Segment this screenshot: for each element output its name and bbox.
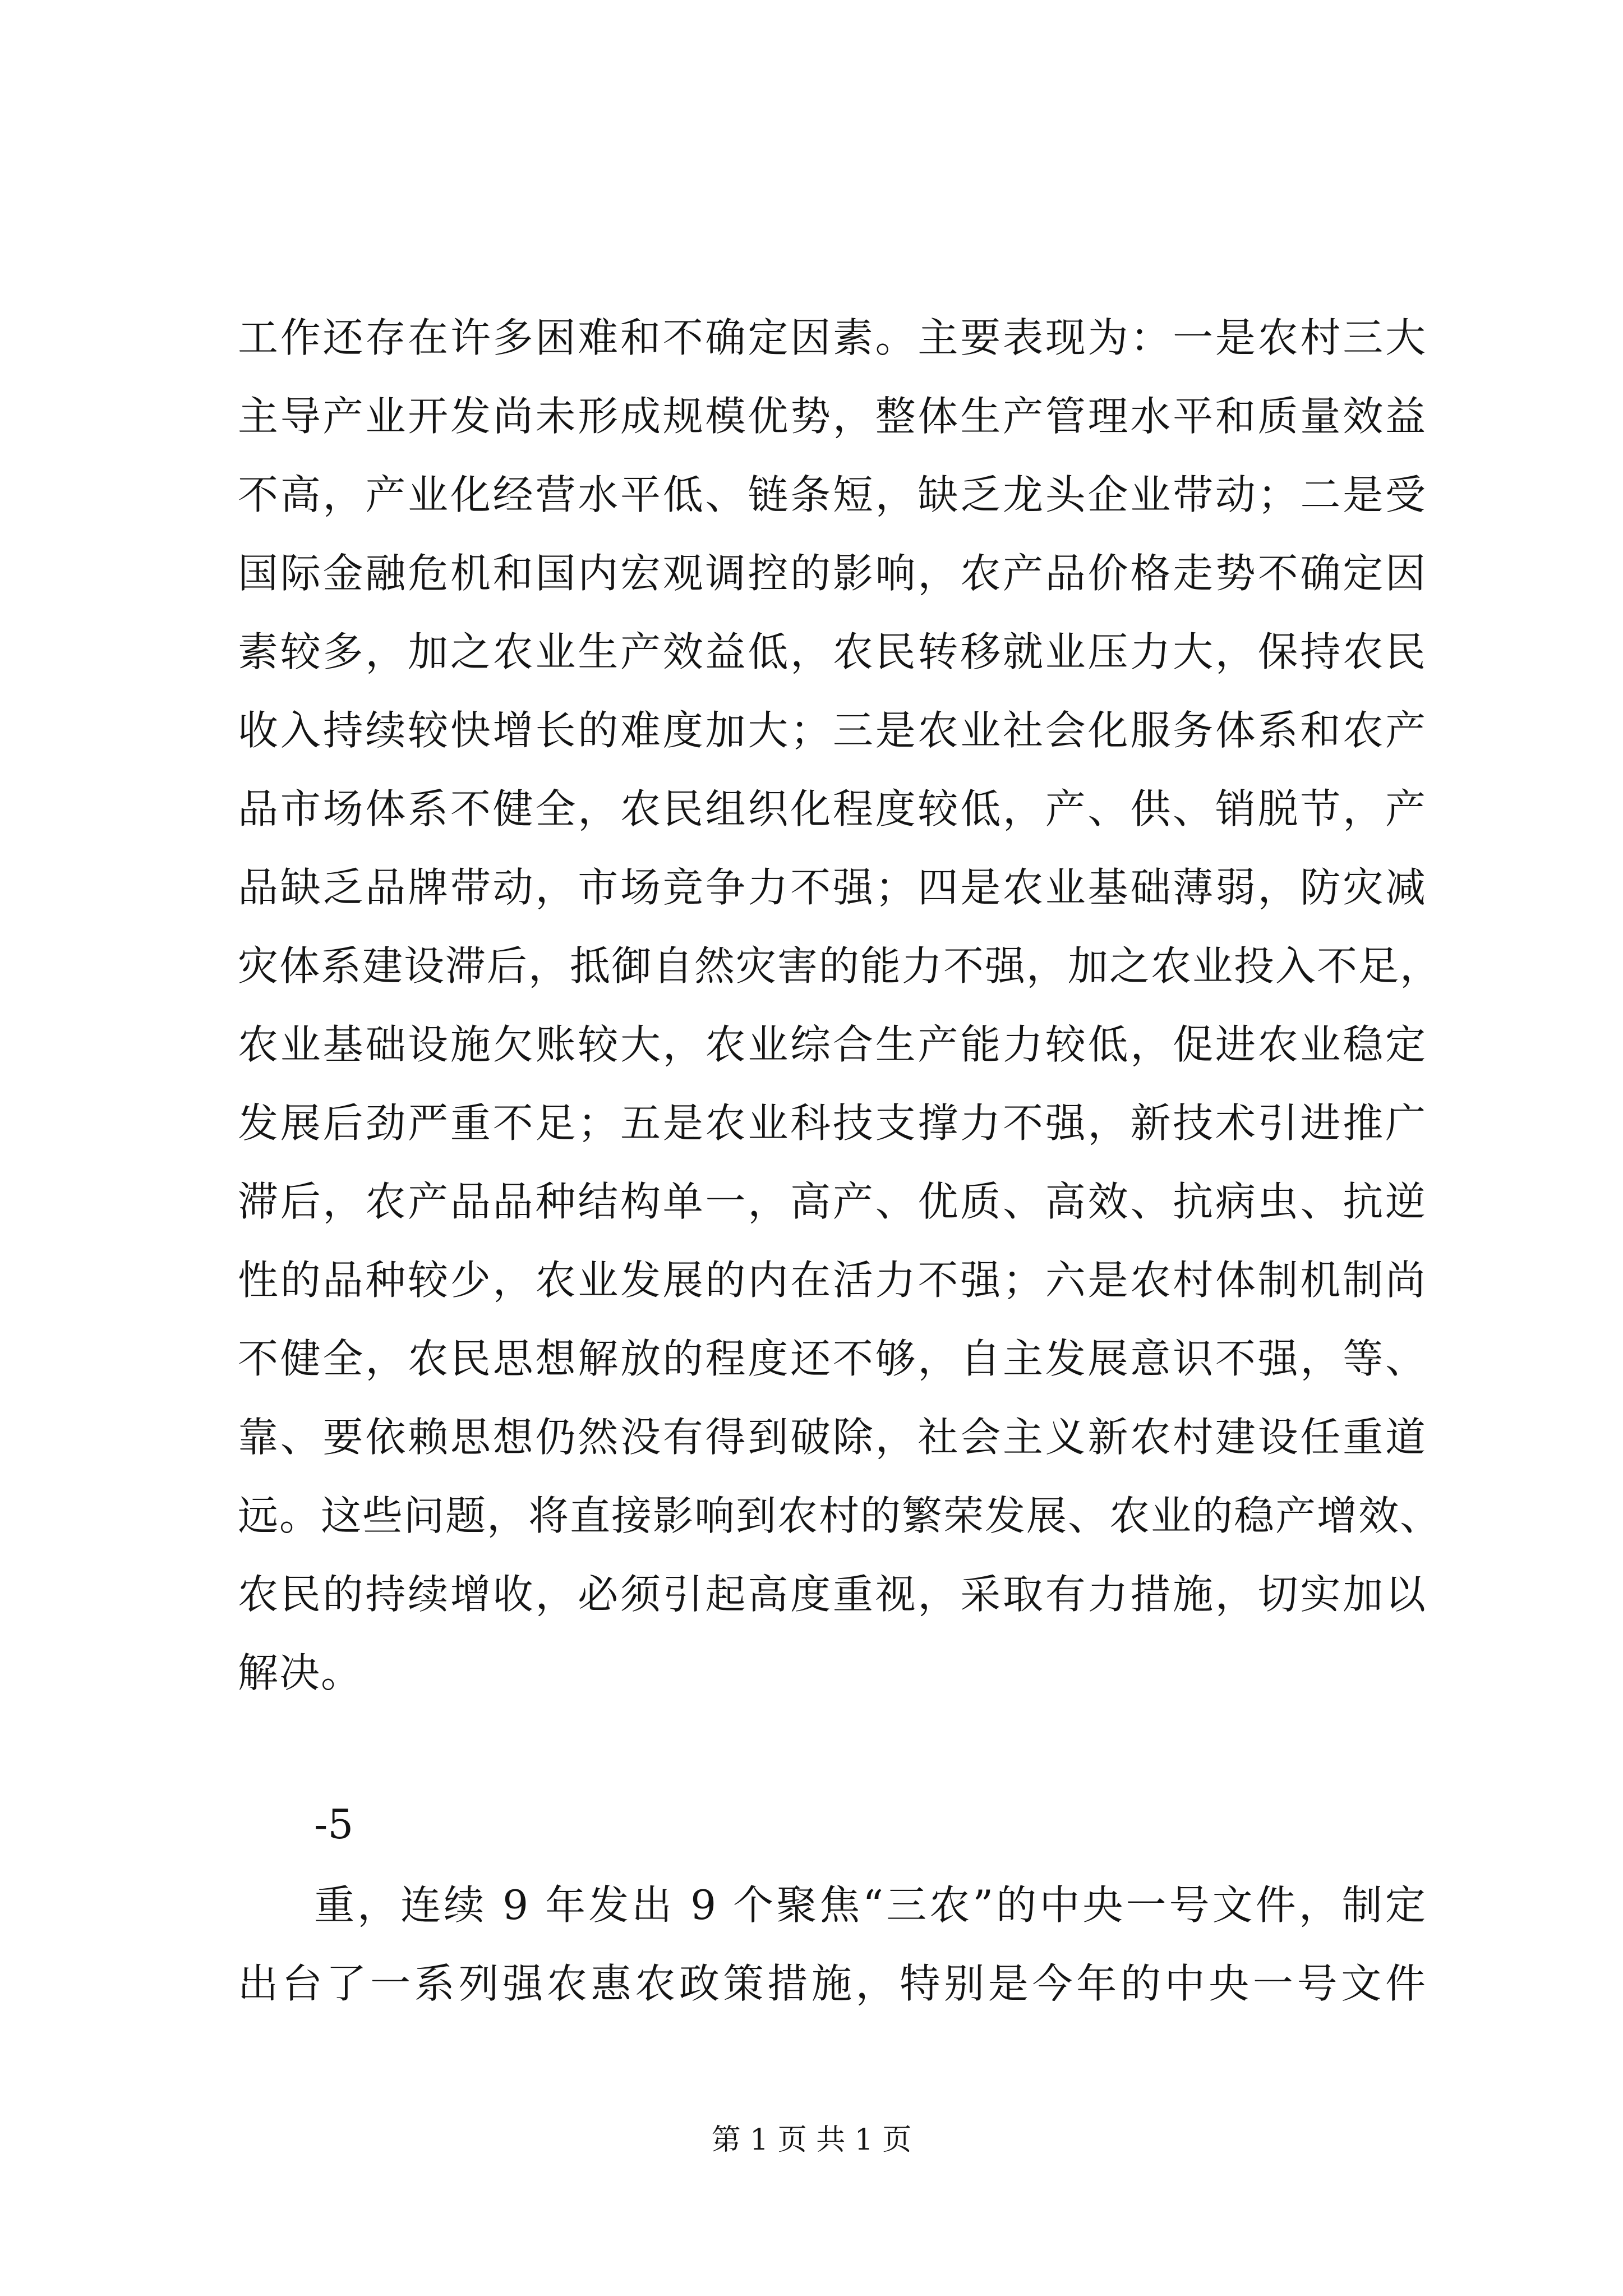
text-line: 农业基础设施欠账较大，农业综合生产能力较低，促进农业稳定 xyxy=(238,1021,1427,1068)
text-line: 品市场体系不健全，农民组织化程度较低，产、供、销脱节，产 xyxy=(238,785,1427,832)
page-marker: -5 xyxy=(314,1801,354,1848)
text-line: 不健全，农民思想解放的程度还不够，自主发展意识不强，等、 xyxy=(238,1335,1427,1382)
paragraph-continued xyxy=(238,1866,1427,2023)
text-line: 国际金融危机和国内宏观调控的影响，农产品价格走势不确定因 xyxy=(238,550,1427,597)
text-line: 解决。 xyxy=(238,1649,363,1696)
page-footer: 第 1 页 共 1 页 xyxy=(711,2123,912,2157)
text-line: 主导产业开发尚未形成规模优势，整体生产管理水平和质量效益 xyxy=(238,393,1427,440)
text-line: 品缺乏品牌带动，市场竞争力不强；四是农业基础薄弱，防灾减 xyxy=(238,864,1427,911)
text-line: 远。这些问题，将直接影响到农村的繁荣发展、农业的稳产增效、 xyxy=(238,1492,1442,1539)
text-line: 滞后，农产品品种结构单一，高产、优质、高效、抗病虫、抗逆 xyxy=(238,1178,1427,1225)
text-line: 工作还存在许多困难和不确定因素。主要表现为：一是农村三大 xyxy=(238,314,1427,361)
text-line: 收入持续较快增长的难度加大；三是农业社会化服务体系和农产 xyxy=(238,707,1427,754)
text-line: 出台了一系列强农惠农政策措施，特别是今年的中央一号文件 xyxy=(238,1960,1427,2007)
text-line: 农民的持续增收，必须引起高度重视，采取有力措施，切实加以 xyxy=(238,1571,1427,1618)
text-line: 重，连续 9 年发出 9 个聚焦“三农”的中央一号文件，制定 xyxy=(314,1881,1427,1929)
text-line: 不高，产业化经营水平低、链条短，缺乏龙头企业带动；二是受 xyxy=(238,471,1427,518)
text-line: 性的品种较少，农业发展的内在活力不强；六是农村体制机制尚 xyxy=(238,1257,1427,1304)
text-line: 灾体系建设滞后，抵御自然灾害的能力不强，加之农业投入不足， xyxy=(238,942,1442,990)
text-line: 素较多，加之农业生产效益低，农民转移就业压力大，保持农民 xyxy=(238,628,1427,675)
text-line: 发展后劲严重不足；五是农业科技支撑力不强，新技术引进推广 xyxy=(238,1099,1427,1147)
text-line: 靠、要依赖思想仍然没有得到破除，社会主义新农村建设任重道 xyxy=(238,1414,1427,1461)
paragraph-main xyxy=(238,298,1442,1712)
